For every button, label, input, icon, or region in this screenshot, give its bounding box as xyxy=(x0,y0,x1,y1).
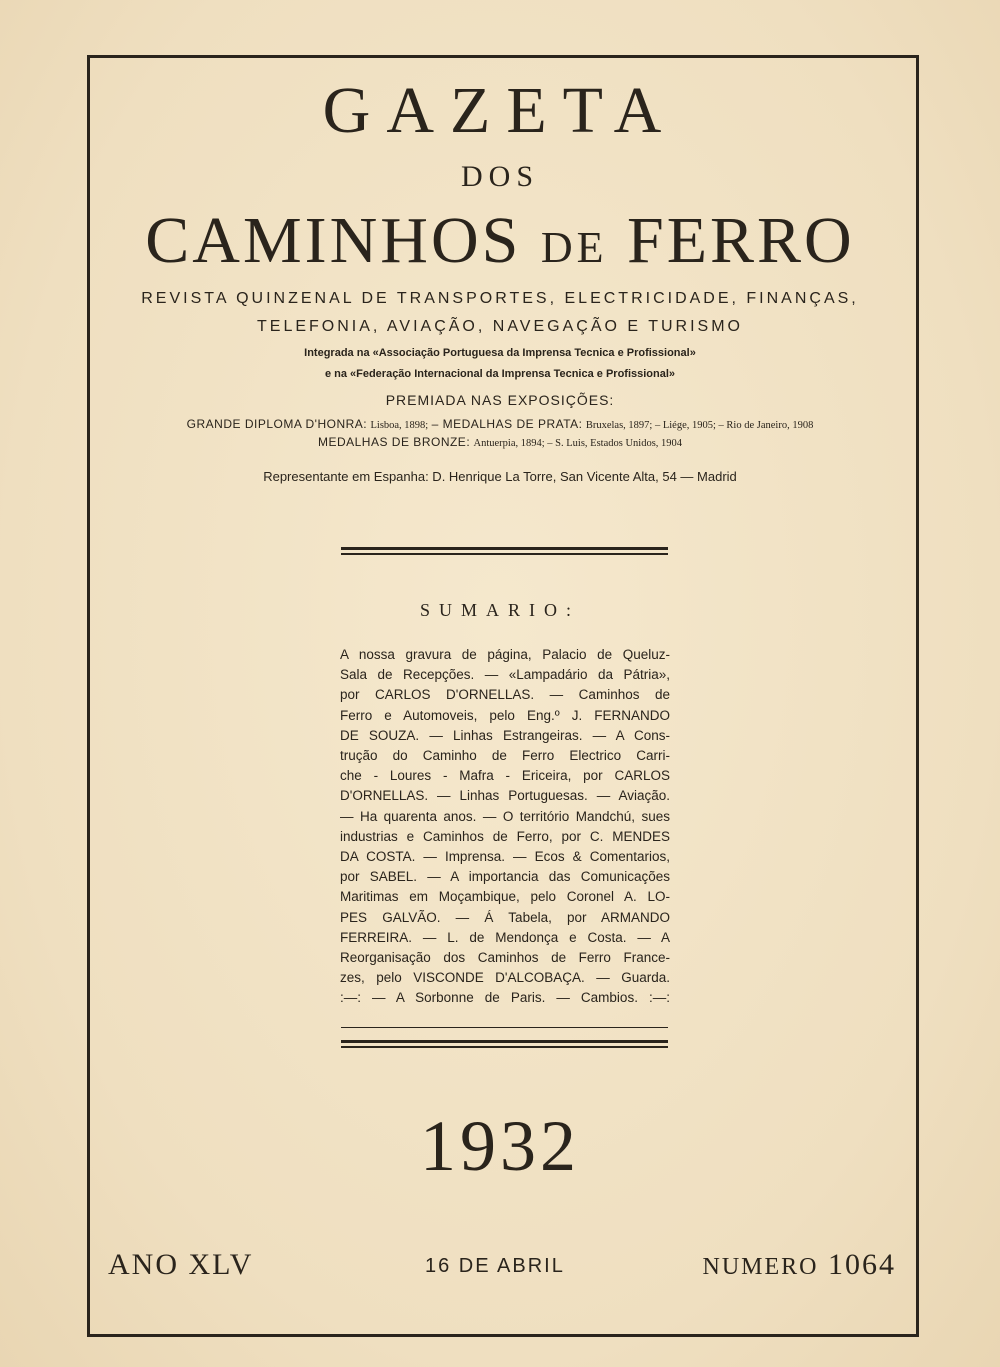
diploma-value: Lisboa, 1898; xyxy=(370,420,429,431)
sumario-line: — Ha quarenta anos. — O território Mandchú, sues xyxy=(340,808,670,824)
sumario-line: PES GALVÃO. — Á Tabela, por ARMANDO xyxy=(340,909,670,925)
divider-thin xyxy=(341,1027,668,1028)
awards-heading: PREMIADA NAS EXPOSIÇÕES: xyxy=(385,392,615,408)
title-caminhos: CAMINHOS xyxy=(145,204,522,277)
divider-bottom xyxy=(341,1040,668,1048)
sumario-heading: SUMARIO: xyxy=(419,600,580,620)
representante-line: Representante em Espanha: D. Henrique La Torre, San Vicente Alta, 54 — Madrid xyxy=(263,469,737,484)
prata-value: Bruxelas, 1897; – Liége, 1905; – Rio de Janeiro, 1908 xyxy=(585,420,814,431)
sumario-line: por SABEL. — A importancia das Comunicações xyxy=(340,869,670,885)
sumario-line: trução do Caminho de Ferro Electrico Carri- xyxy=(340,748,670,764)
title-dos: DOS xyxy=(460,160,539,193)
title-de: DE xyxy=(540,223,608,272)
title-caminhos-de-ferro xyxy=(0,204,1000,277)
bronze-value: Antuerpia, 1894; – S. Luis, Estados Unidos, 1904 xyxy=(473,438,683,449)
sumario-line: Reorganisação dos Caminhos de Ferro France- xyxy=(340,950,670,966)
sumario-line: DA COSTA. — Imprensa. — Ecos & Comentarios, xyxy=(340,849,670,865)
title-gazeta: GAZETA xyxy=(322,74,678,147)
sumario-line: DE SOUZA. — Linhas Estrangeiras. — A Cons- xyxy=(340,727,670,743)
footer-numero xyxy=(702,1250,896,1280)
sumario-line: Ferro e Automoveis, pelo Eng.º J. FERNANDO xyxy=(340,707,670,723)
numero-value: 1064 xyxy=(828,1248,896,1281)
sumario-line: por CARLOS D'ORNELLAS. — Caminhos de xyxy=(340,687,670,703)
divider-top xyxy=(341,547,668,555)
sumario-line: che - Loures - Mafra - Ericeira, por CARLOS xyxy=(340,768,670,784)
diploma-label: GRANDE DIPLOMA D'HONRA: xyxy=(186,417,368,431)
integrada-line-2: e na «Federação Internacional da Imprensa Tecnica e Profissional» xyxy=(324,368,676,380)
subtitle-line-2: TELEFONIA, AVIAÇÃO, NAVEGAÇÃO E TURISMO xyxy=(257,318,743,335)
awards-diploma-line xyxy=(0,417,1000,431)
subtitle-line-1: REVISTA QUINZENAL DE TRANSPORTES, ELECTRICIDADE, FINANÇAS, xyxy=(141,290,859,307)
sumario-line: zes, pelo VISCONDE D'ALCOBAÇA. — Guarda. xyxy=(340,970,670,986)
sumario-line: FERREIRA. — L. de Mendonça e Costa. — A xyxy=(340,929,670,945)
prata-label: – MEDALHAS DE PRATA: xyxy=(431,417,583,431)
numero-label: NUMERO xyxy=(702,1254,819,1280)
title-ferro: FERRO xyxy=(626,204,855,277)
sumario-line: D'ORNELLAS. — Linhas Portuguesas. — Aviação. xyxy=(340,788,670,804)
awards-bronze-line xyxy=(0,435,1000,449)
integrada-line-1: Integrada na «Associação Portuguesa da Imprensa Tecnica e Profissional» xyxy=(304,347,696,359)
footer-date: 16 DE ABRIL xyxy=(425,1255,565,1277)
sumario-line: A nossa gravura de página, Palacio de Queluz- xyxy=(340,647,670,662)
sumario-line: Sala de Recepções. — «Lampadário da Pátria», xyxy=(340,667,670,683)
sumario-line: Maritimas em Moçambique, pelo Coronel A. LO- xyxy=(340,889,670,905)
footer-ano: ANO XLV xyxy=(108,1248,254,1281)
sumario-body xyxy=(340,645,670,1009)
sumario-line: industrias e Caminhos de Ferro, por C. MENDES xyxy=(340,828,670,844)
sumario-line: :—: — A Sorbonne de Paris. — Cambios. :—: xyxy=(340,990,670,1006)
issue-year: 1932 xyxy=(420,1106,580,1186)
bronze-label: MEDALHAS DE BRONZE: xyxy=(317,435,471,449)
